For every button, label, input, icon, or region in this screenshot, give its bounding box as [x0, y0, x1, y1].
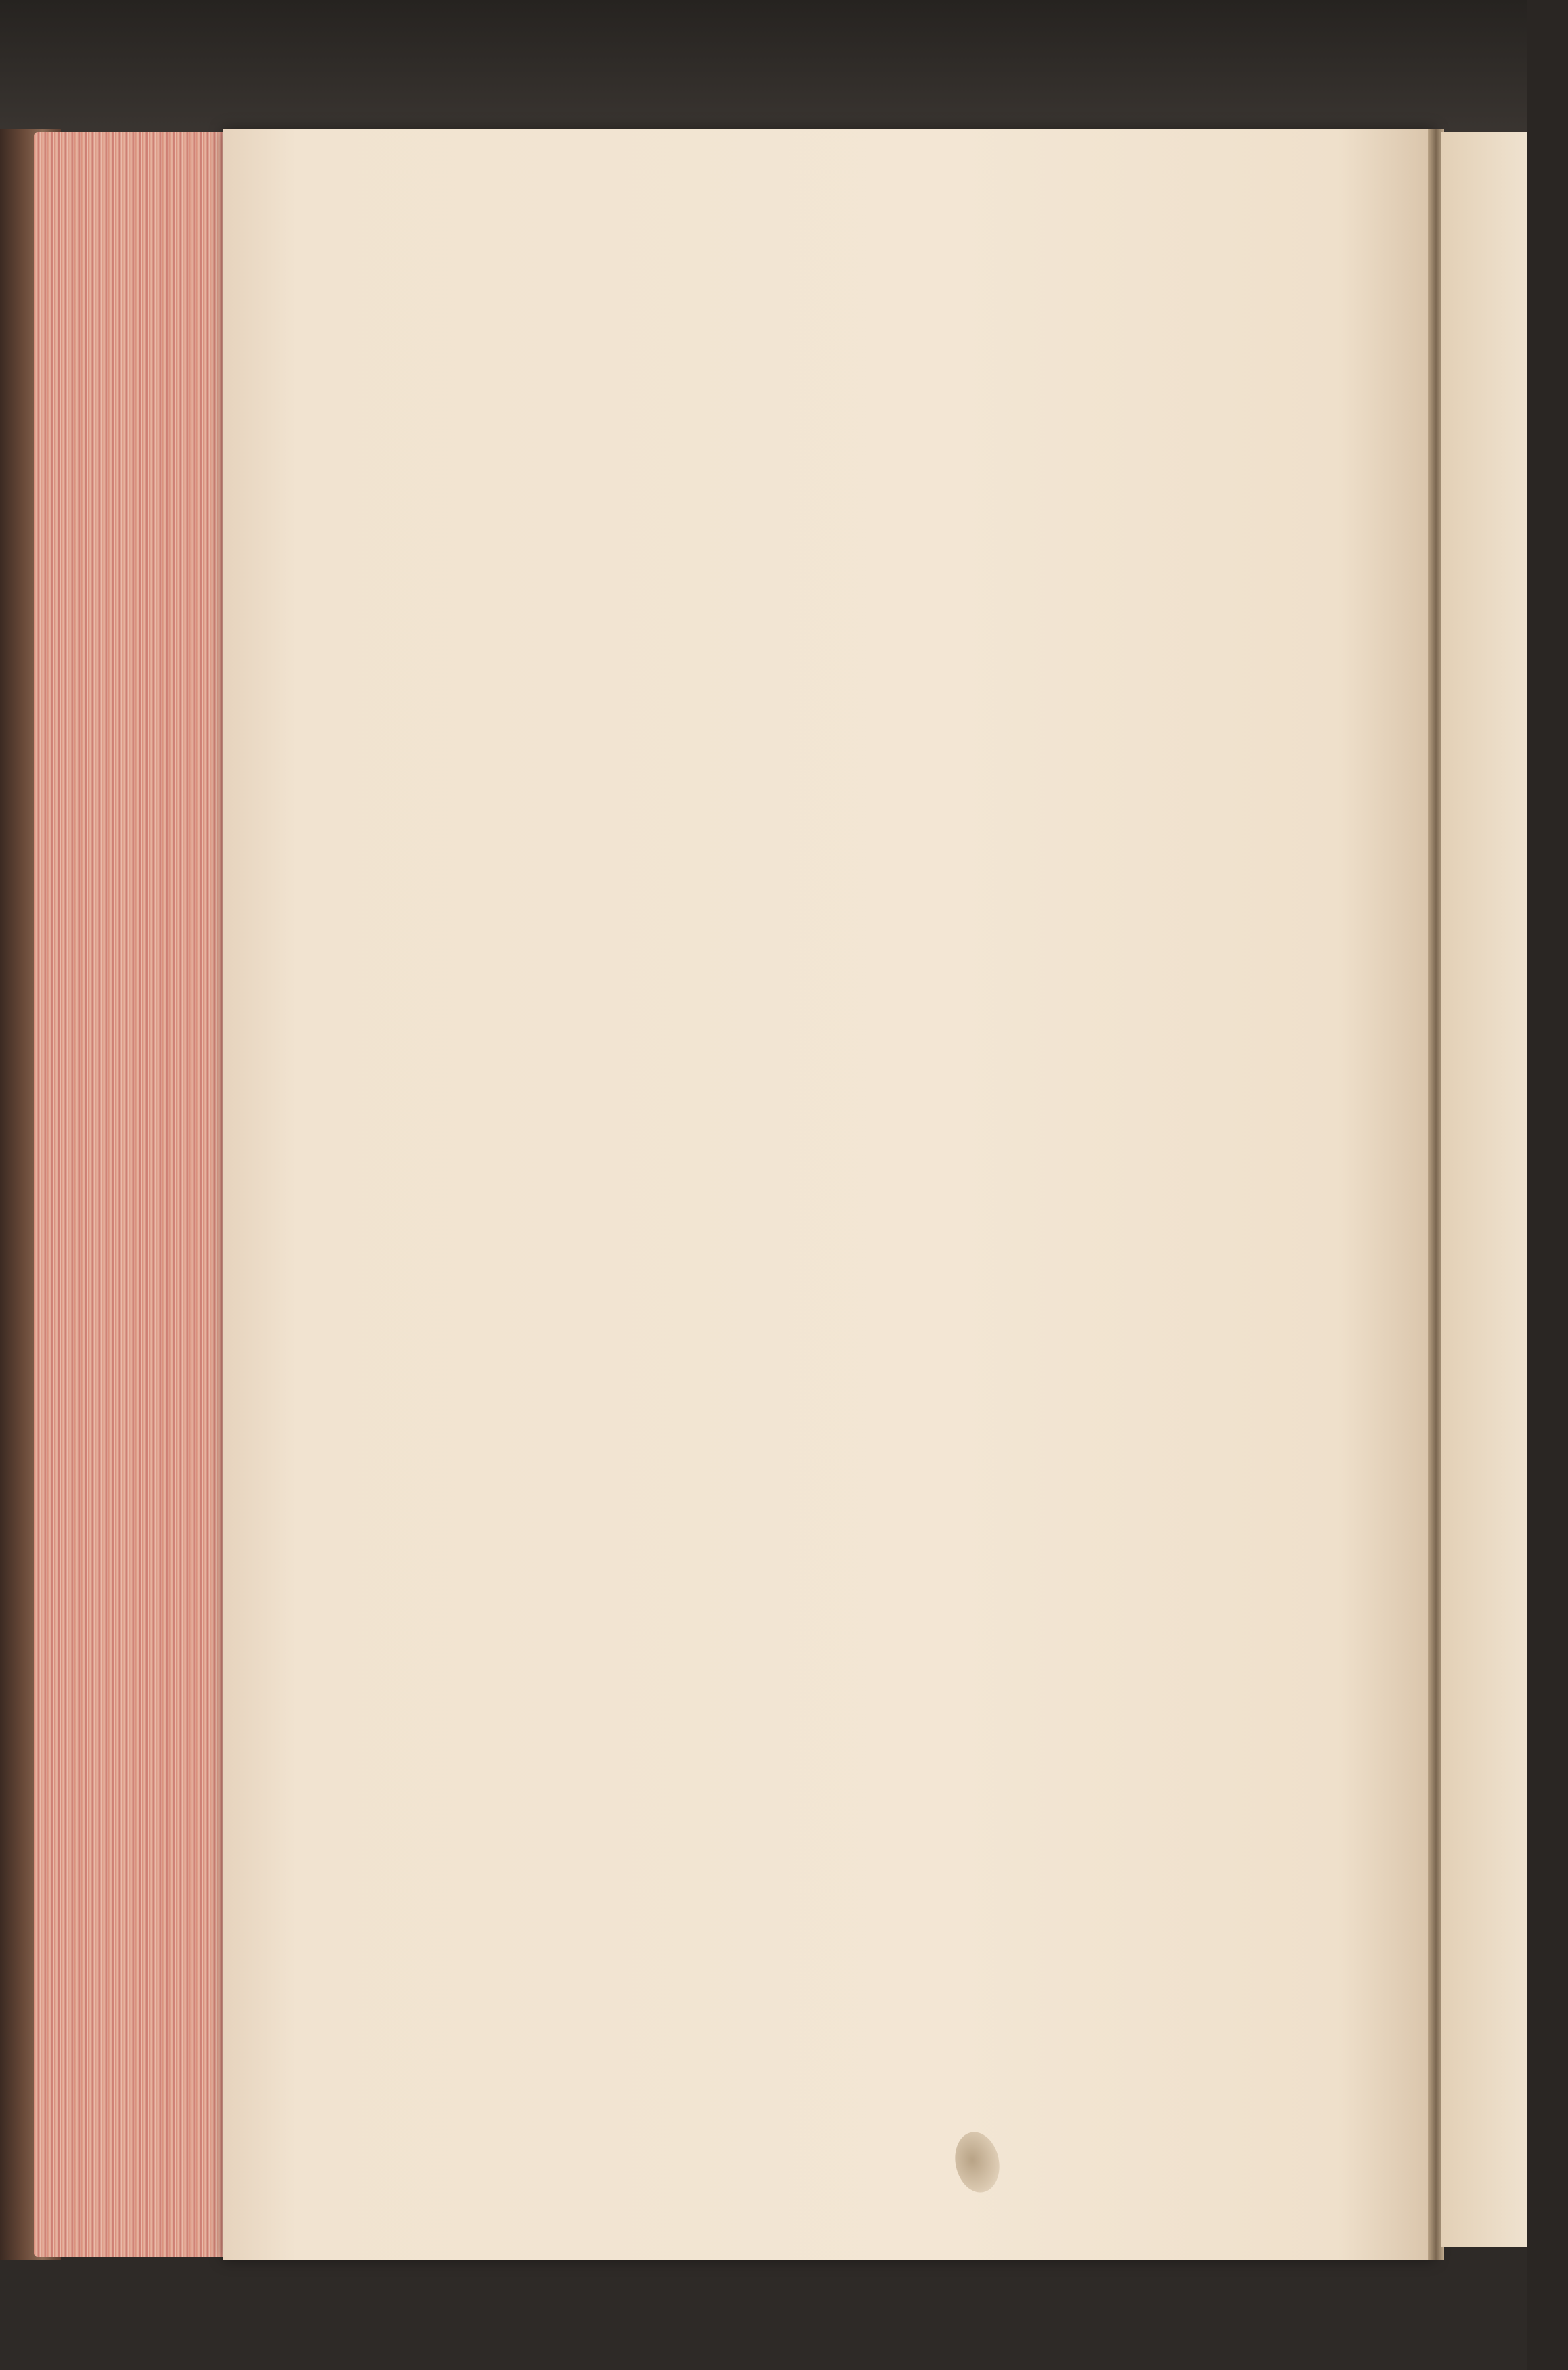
facing-page-fragment [1441, 132, 1527, 2247]
page-edges [34, 132, 227, 2257]
background-edge [1527, 0, 1568, 2370]
background-table [0, 0, 1568, 135]
book-page [223, 129, 1435, 2260]
